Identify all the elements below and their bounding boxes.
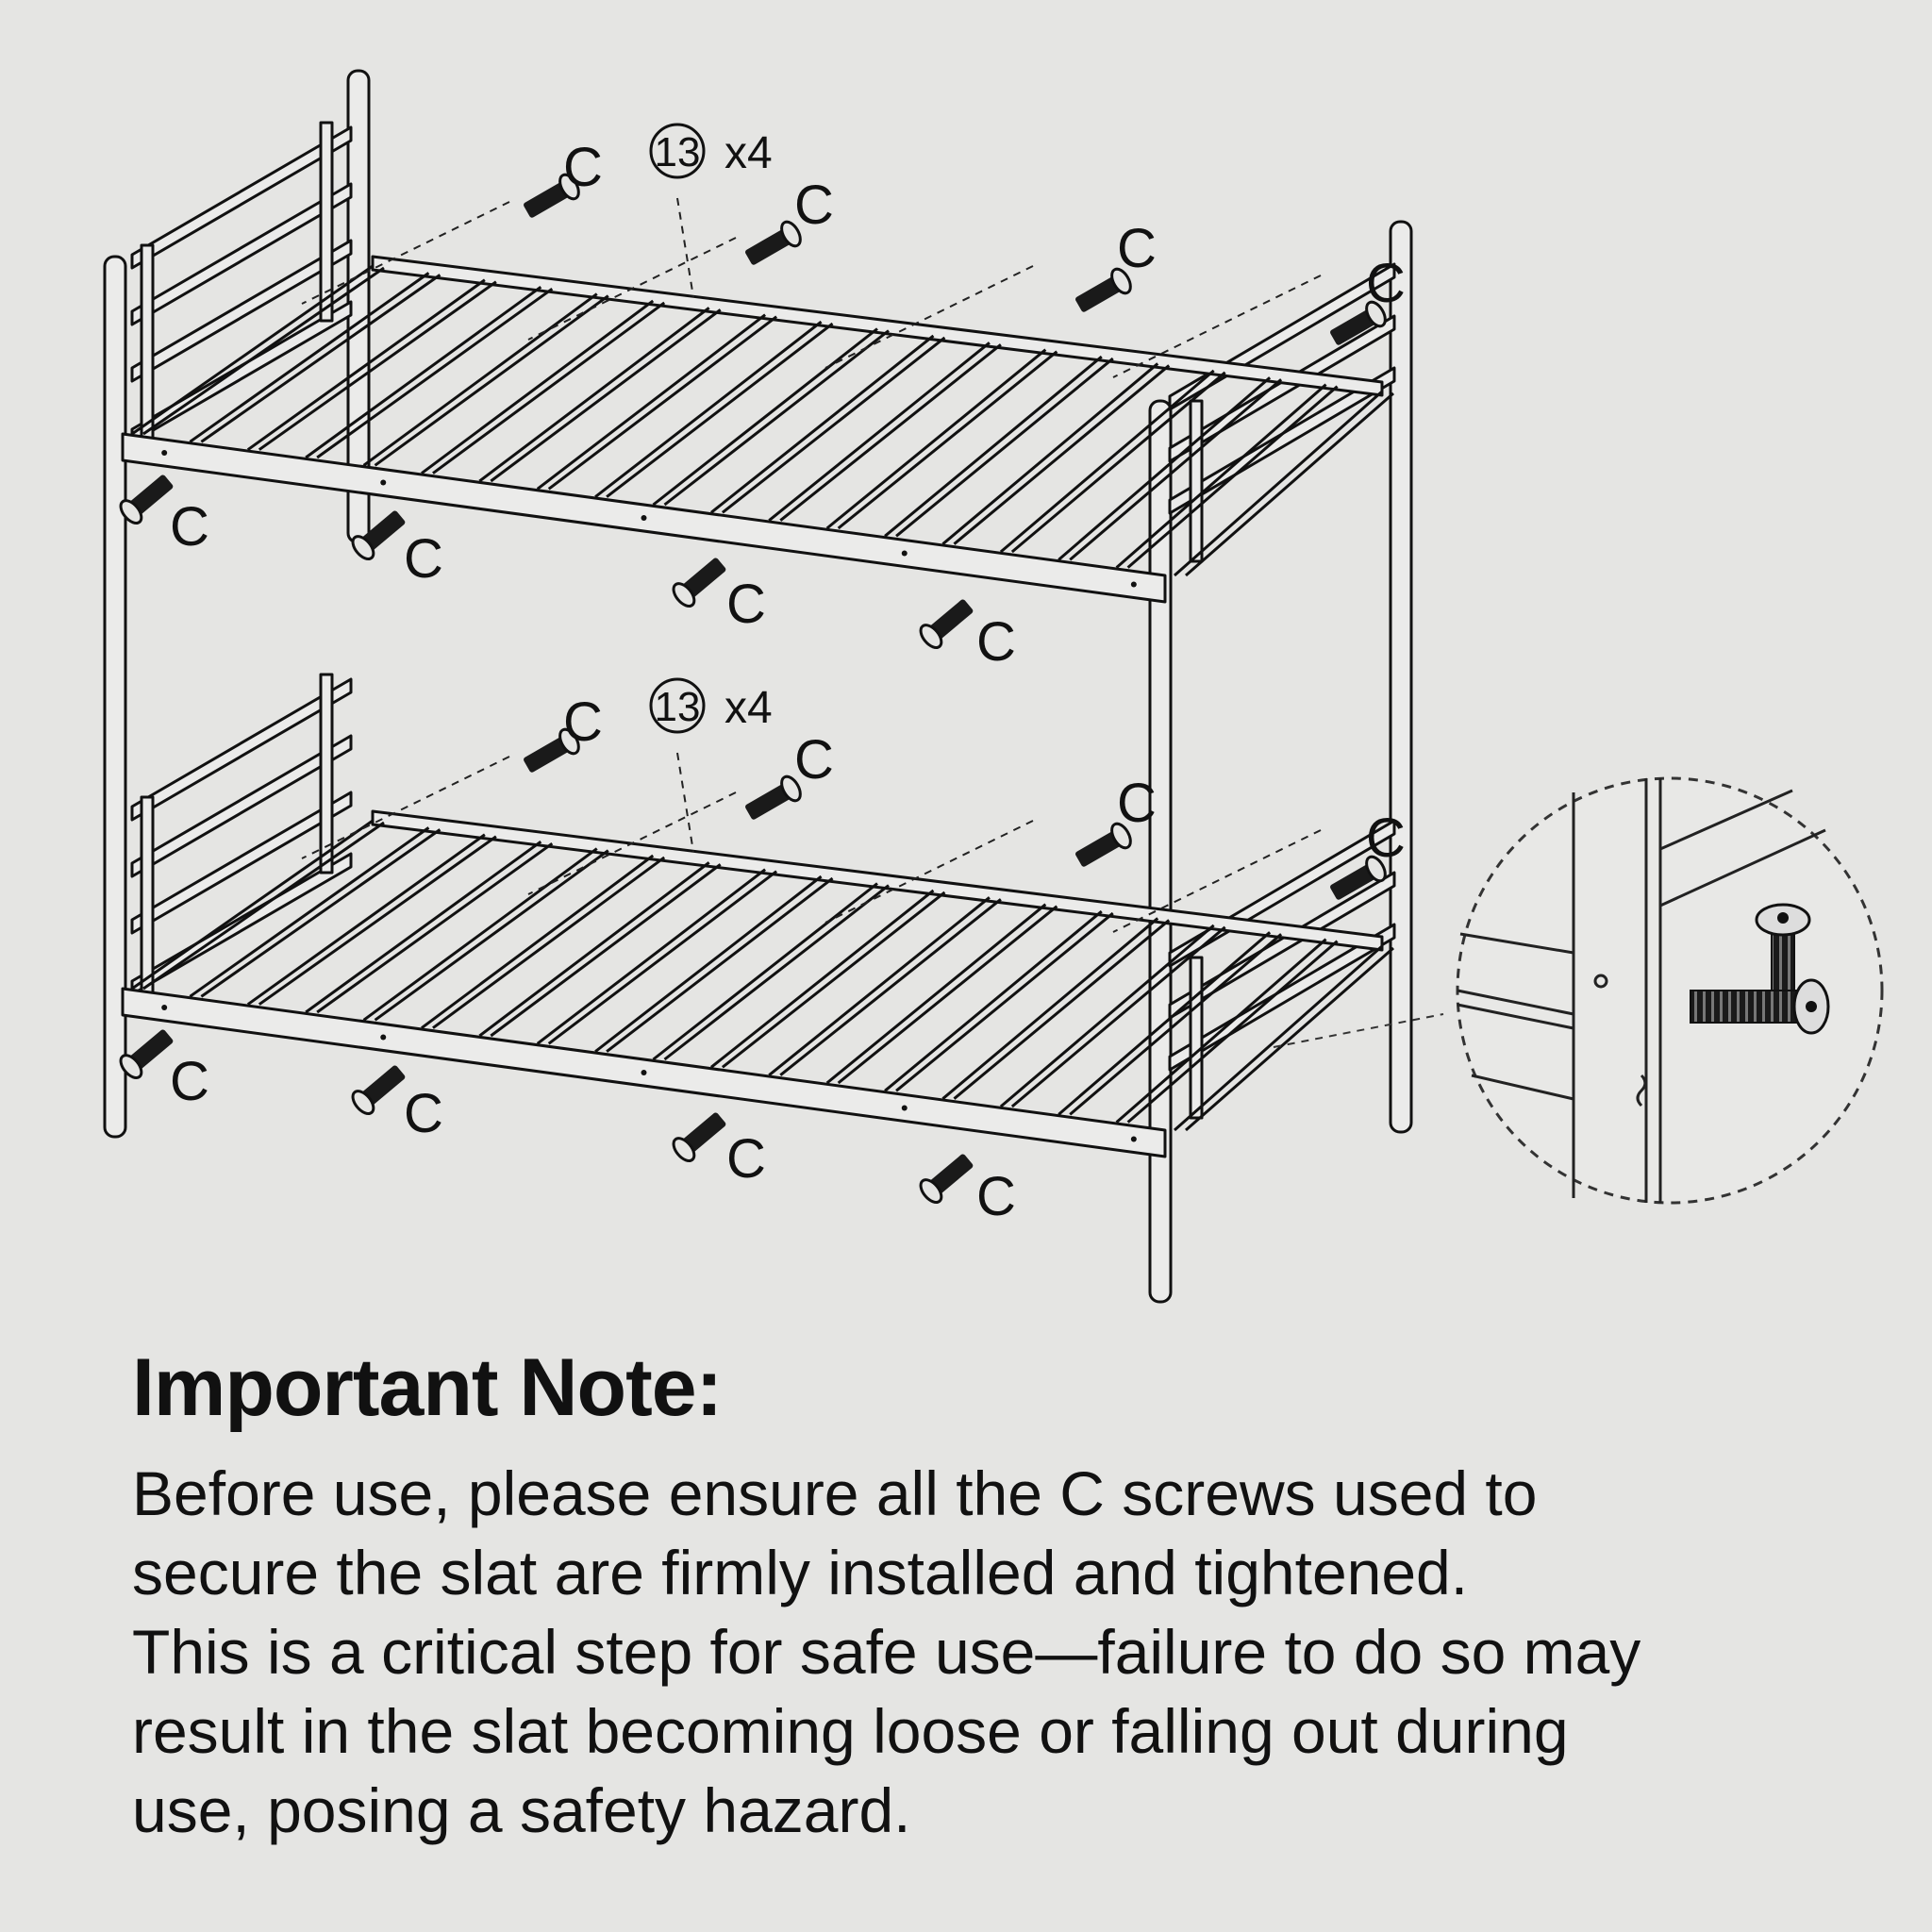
rail-end-bar — [321, 675, 332, 873]
bolt-hole — [641, 515, 647, 521]
c-screw-icon — [349, 1060, 409, 1117]
screw-label-c: C — [1117, 773, 1157, 834]
note-line: Before use, please ensure all the C screws used to — [132, 1458, 1538, 1529]
slat — [885, 911, 1102, 1091]
c-screw-icon — [670, 553, 730, 609]
part-callout — [651, 679, 773, 733]
note-line: This is a critical step for safe use—failure to do so may — [132, 1617, 1641, 1688]
bolt-hole — [380, 480, 386, 486]
slat — [954, 365, 1169, 543]
rail-end-bar — [1191, 401, 1202, 561]
slat — [885, 357, 1102, 536]
slat — [896, 358, 1113, 536]
rail-end-bar — [142, 245, 153, 443]
slat — [896, 913, 1113, 1091]
screw-label-c: C — [404, 1083, 443, 1144]
screw-label-c: C — [563, 137, 603, 198]
part-quantity: x4 — [724, 128, 773, 178]
screw-label-c: C — [726, 574, 766, 635]
screw-label-c: C — [404, 528, 443, 590]
screw-label-c: C — [170, 496, 209, 558]
important-note — [132, 1340, 1887, 1850]
part-callout — [651, 125, 773, 178]
note-line: result in the slat becoming loose or falling out during — [132, 1696, 1569, 1767]
slat — [954, 920, 1169, 1098]
back-rail — [373, 257, 1382, 395]
screw-label-c: C — [170, 1051, 209, 1112]
bolt-hole — [902, 1106, 908, 1111]
part-number: 13 — [654, 129, 701, 175]
bolt-hole — [1131, 1137, 1137, 1142]
part-number: 13 — [654, 684, 701, 730]
bed-post — [1391, 222, 1411, 1132]
screw-label-c: C — [726, 1128, 766, 1190]
callout-leader — [677, 198, 693, 297]
back-rail — [373, 811, 1382, 950]
screw-label-c: C — [1366, 808, 1406, 869]
slat — [1001, 371, 1214, 552]
screw-label-c: C — [976, 611, 1016, 673]
bolt-hole — [380, 1035, 386, 1041]
bolt-hole — [902, 551, 908, 557]
screw-label-c: C — [563, 691, 603, 753]
screw-label-c: C — [1117, 218, 1157, 279]
slat — [1117, 385, 1326, 568]
bolt-hole — [1131, 582, 1137, 588]
note-body — [132, 1454, 1887, 1850]
c-screw-icon — [670, 1108, 730, 1164]
callout-leader — [677, 753, 693, 852]
screw-label-c: C — [794, 729, 834, 791]
slat — [259, 837, 496, 1005]
guard-rail — [132, 302, 351, 442]
slat — [1001, 925, 1214, 1107]
c-screw-icon — [917, 1149, 977, 1206]
bolt-hole — [161, 450, 167, 456]
slat — [1117, 940, 1326, 1123]
note-title: Important Note: — [132, 1342, 723, 1433]
part-callouts — [651, 125, 773, 733]
slat — [190, 827, 428, 996]
slat — [942, 918, 1158, 1098]
rail-end-bar — [142, 797, 153, 995]
note-line: secure the slat are firmly installed and tightened. — [132, 1538, 1469, 1608]
screw-label-c: C — [976, 1166, 1016, 1227]
part-quantity: x4 — [724, 683, 773, 733]
rail-end-bar — [1191, 958, 1202, 1118]
slat — [190, 273, 428, 441]
slat — [942, 363, 1158, 543]
c-screw-icon — [917, 594, 977, 651]
screw-label-c: C — [794, 175, 834, 236]
bolt-hole — [641, 1070, 647, 1075]
note-line: use, posing a safety hazard. — [132, 1775, 911, 1846]
slat — [248, 835, 485, 1005]
bolt-hole — [161, 1005, 167, 1010]
screw-label-c: C — [1366, 253, 1406, 314]
slat — [259, 282, 496, 450]
